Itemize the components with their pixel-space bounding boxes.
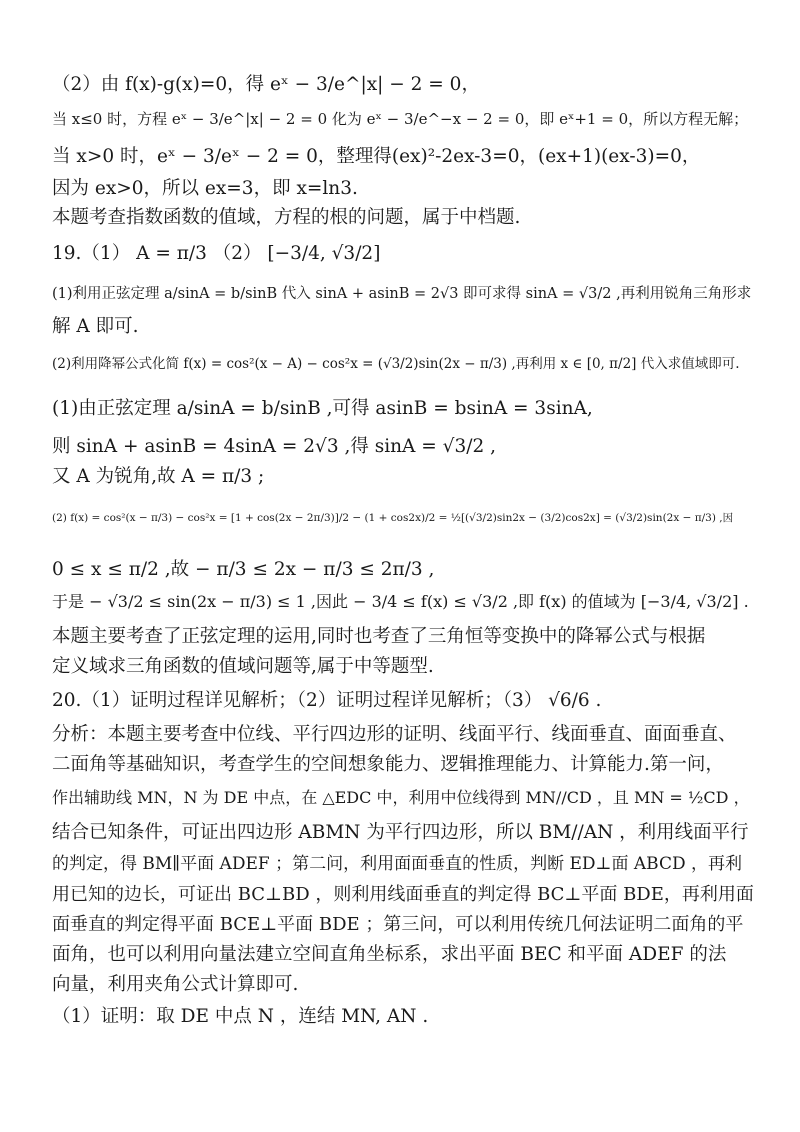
text-line-23: 的判定，得 BM∥平面 ADEF ；第二问，利用面面垂直的性质，判断 ED⊥面 ABCD ，再利 [52, 854, 743, 874]
text-line-1: （2）由 f(x)-g(x)=0，得 eˣ − 3/e^|x| − 2 = 0， [52, 74, 480, 95]
text-line-22: 结合已知条件，可证出四边形 ABMN 为平行四边形，所以 BM//AN ，利用线面平行 [52, 822, 749, 843]
text-line-2: 当 x≤0 时，方程 eˣ − 3/e^|x| − 2 = 0 化为 eˣ − 3/e^−x − 2 = 0，即 eˣ+1 = 0，所以方程无解； [52, 110, 749, 128]
text-line-28: （1）证明：取 DE 中点 N ，连结 MN, AN . [52, 1006, 429, 1027]
text-line-8: 解 A 即可. [52, 316, 139, 337]
text-line-25: 面垂直的判定得平面 BCE⊥平面 BDE ；第三问，可以利用传统几何法证明二面角的平 [52, 914, 744, 935]
text-line-11: 则 sinA + asinB = 4sinA = 2√3 ,得 sinA = √3/2 , [52, 436, 497, 457]
text-line-17: 定义域求三角函数的值域问题等,属于中等题型. [52, 656, 434, 677]
text-line-26: 面角，也可以利用向量法建立空间直角坐标系，求出平面 BEC 和平面 ADEF 的法 [52, 944, 727, 965]
text-line-18: 20.（1）证明过程详见解析；（2）证明过程详见解析；（3） √6/6 . [52, 690, 602, 711]
text-line-15: 于是 − √3/2 ≤ sin(2x − π/3) ≤ 1 ,因此 − 3/4 ≤ f(x) ≤ √3/2 ,即 f(x) 的值域为 [−3/4, √3/2] . [52, 592, 749, 611]
text-line-7: (1)利用正弦定理 a/sinA = b/sinB 代入 sinA + asinB = 2√3 即可求得 sinA = √3/2 ,再利用锐角三角形求 [52, 286, 752, 302]
text-line-4: 因为 ex>0，所以 ex=3，即 x=ln3. [52, 178, 358, 199]
text-line-16: 本题主要考查了正弦定理的运用,同时也考查了三角恒等变换中的降幂公式与根据 [52, 626, 706, 647]
text-line-5: 本题考查指数函数的值域，方程的根的问题，属于中档题. [52, 207, 521, 228]
text-line-13: (2) f(x) = cos²(x − π/3) − cos²x = [1 + cos(2x − 2π/3)]/2 − (1 + cos2x)/2 = ½[(√3/2)sin2x − (3/2)cos2x] = (√3/2)sin(2x − π/3) ,因 [52, 512, 734, 524]
text-line-3: 当 x>0 时，eˣ − 3/eˣ − 2 = 0，整理得(ex)²-2ex-3=0，(ex+1)(ex-3)=0， [52, 146, 701, 167]
text-line-20: 二面角等基础知识，考查学生的空间想象能力、逻辑推理能力、计算能力.第一问， [52, 754, 724, 775]
text-line-6: 19.（1） A = π/3 （2） [−3/4, √3/2] [52, 243, 381, 264]
text-line-12: 又 A 为锐角,故 A = π/3 ; [52, 466, 265, 487]
text-line-9: (2)利用降幂公式化简 f(x) = cos²(x − A) − cos²x = (√3/2)sin(2x − π/3) ,再利用 x ∈ [0, π/2] 代入求值域即可. [52, 356, 740, 372]
text-line-27: 向量，利用夹角公式计算即可. [52, 974, 299, 995]
text-line-14: 0 ≤ x ≤ π/2 ,故 − π/3 ≤ 2x − π/3 ≤ 2π/3 , [52, 559, 435, 580]
text-line-24: 用已知的边长，可证出 BC⊥BD ，则利用线面垂直的判定得 BC⊥平面 BDE，再利用面 [52, 884, 754, 905]
text-line-10: (1)由正弦定理 a/sinA = b/sinB ,可得 asinB = bsinA = 3sinA, [52, 398, 593, 419]
text-line-21: 作出辅助线 MN，N 为 DE 中点，在 △EDC 中，利用中位线得到 MN//CD ，且 MN = ½CD ， [52, 788, 750, 807]
text-line-19: 分析：本题主要考查中位线、平行四边形的证明、线面平行、线面垂直、面面垂直、 [52, 724, 737, 745]
